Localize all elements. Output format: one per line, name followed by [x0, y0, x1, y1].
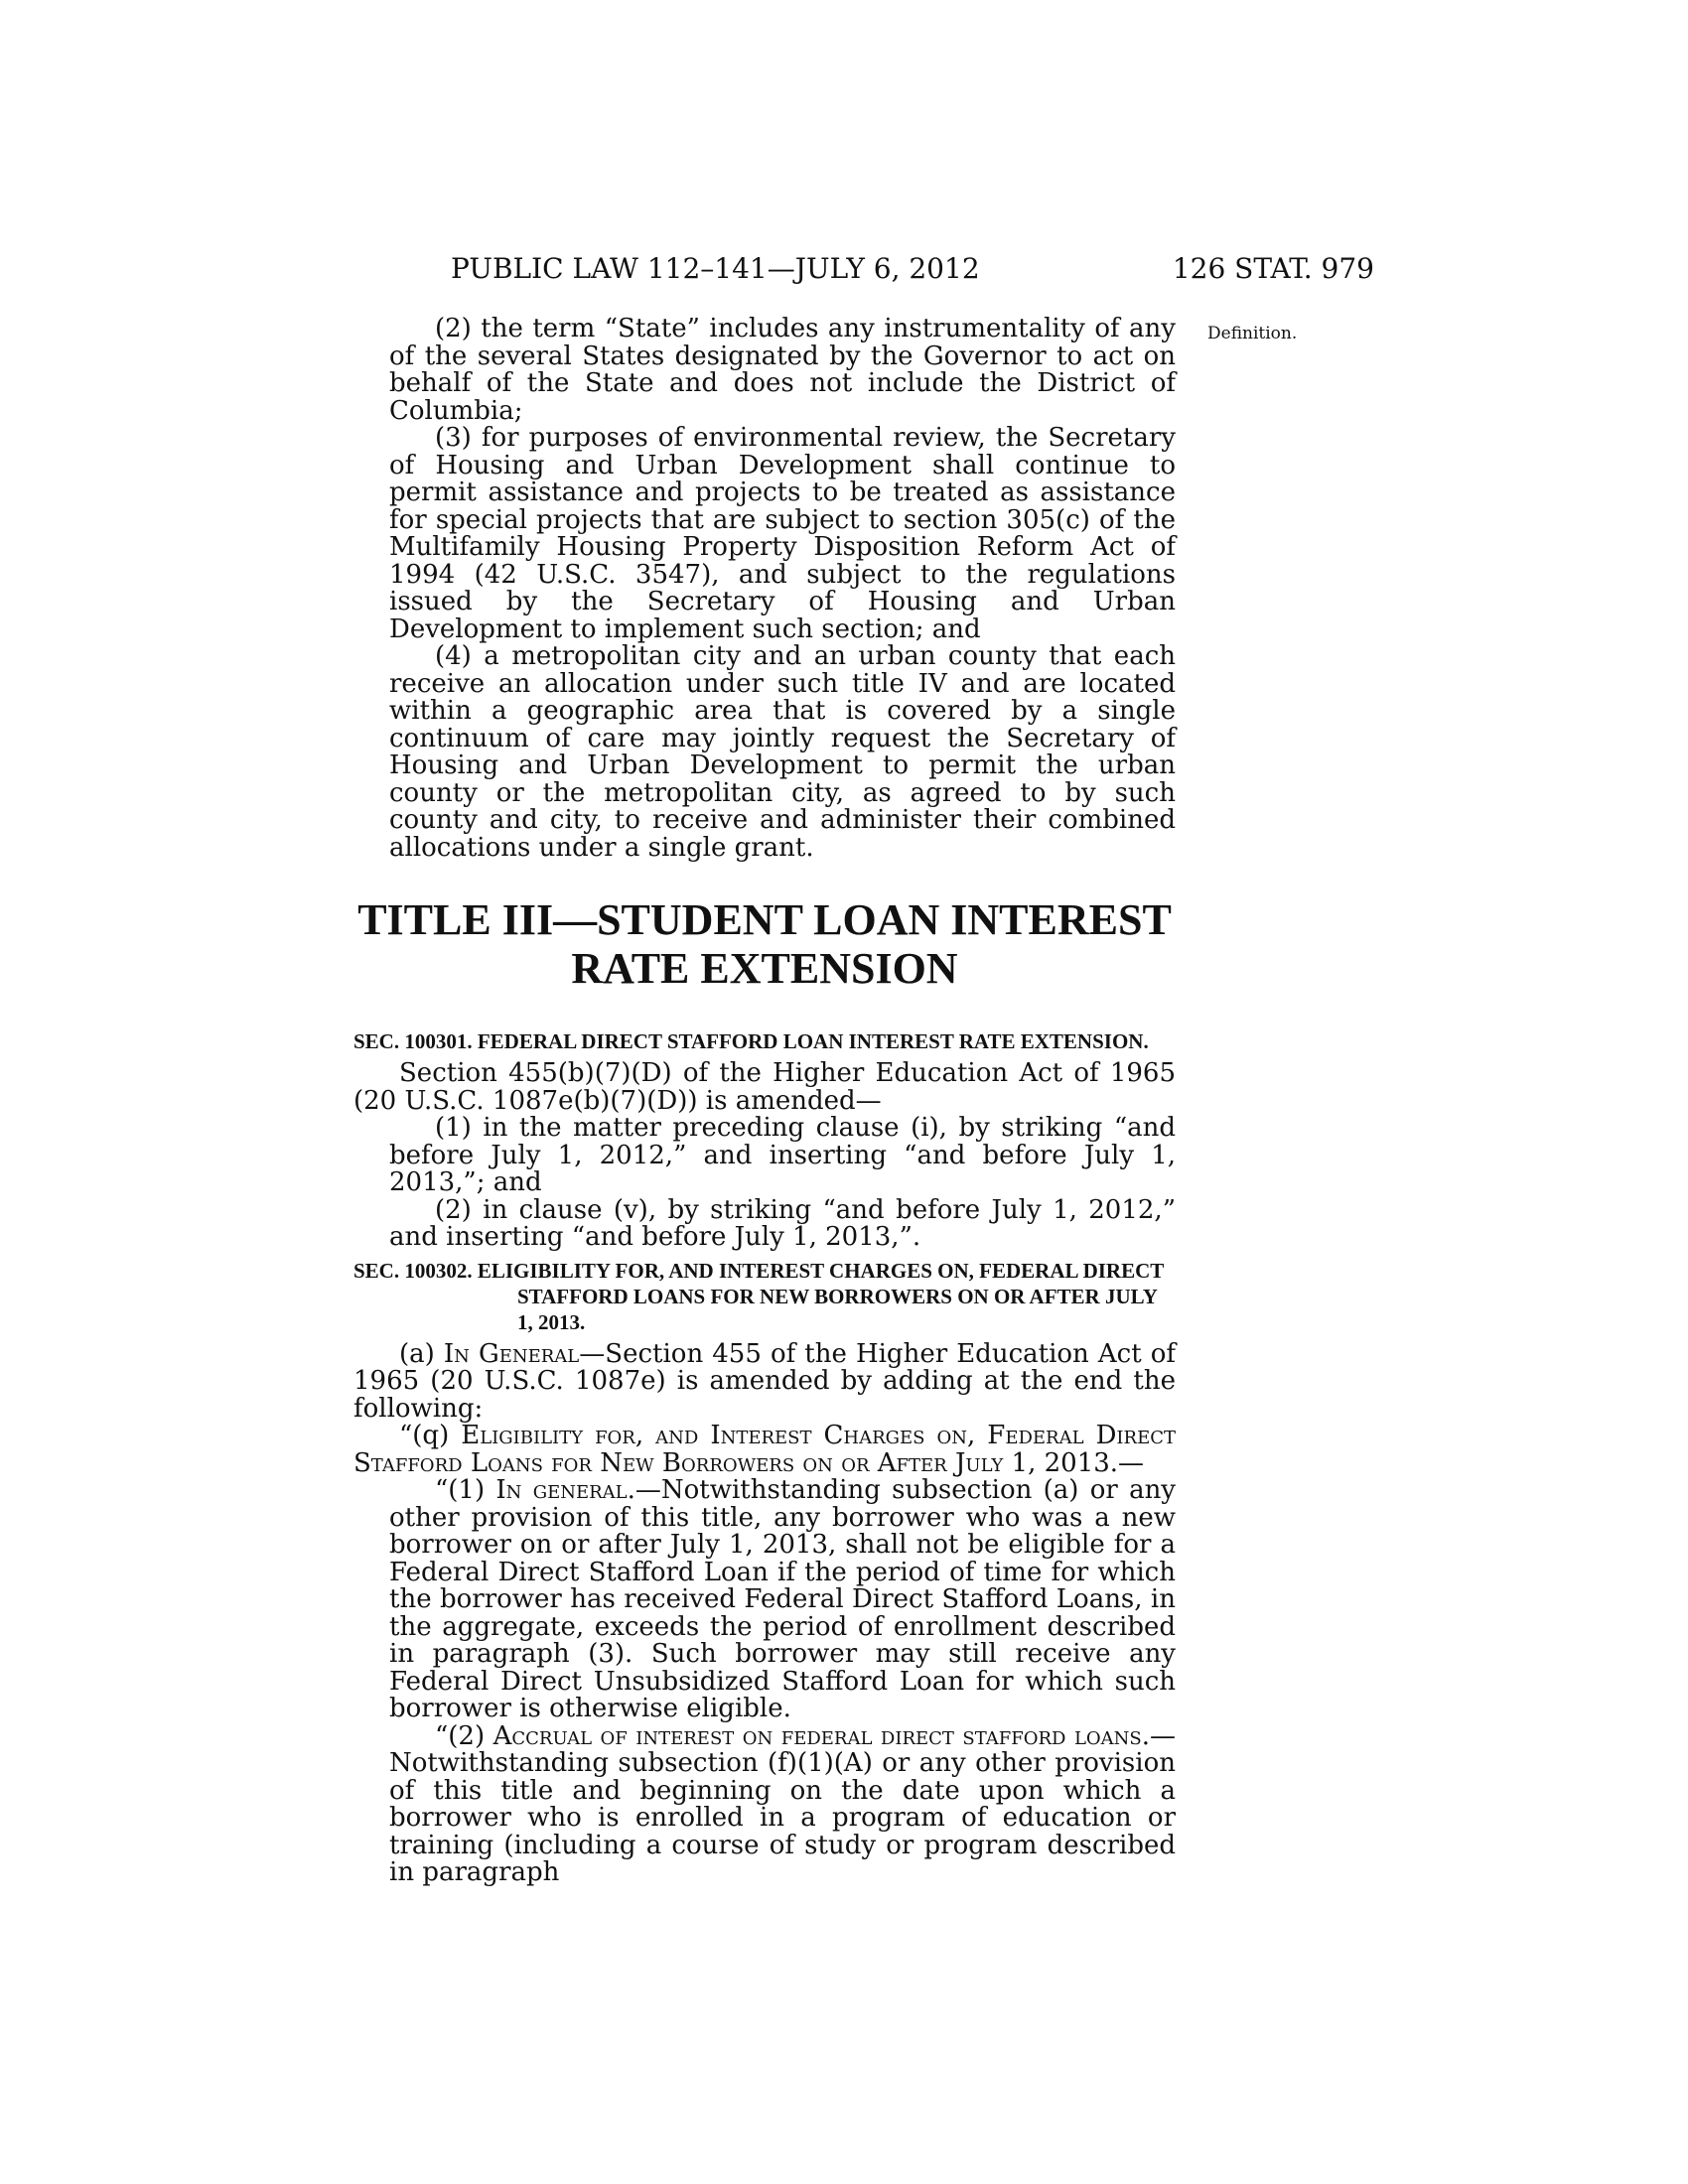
paragraph-q-2-caption: Accrual of interest on federal direct stafford loans: [492, 1720, 1142, 1751]
subsection-a-caption: In General: [443, 1338, 580, 1369]
paragraph-2: (2) the term “State” includes any instrumentality of any of the several States designated by the Governor to act on behalf of the State and does not include the District of Columbia;: [389, 314, 1176, 426]
section-100301-item-1: (1) in the matter preceding clause (i), by striking “and before July 1, 2012,” and inserting “and before July 1, 2013,”; and: [389, 1113, 1176, 1197]
title-line-2: RATE EXTENSION: [571, 944, 958, 993]
paragraph-4: (4) a metropolitan city and an urban county that each receive an allocation under such title IV and are located within a geographic area that is covered by a single continuum of care may jointly request the Secretary of Housing and Urban Development to permit the urban county or the metropolitan city, as agreed to by such county and city, to receive and administer their combined allocations under a single grant.: [389, 641, 1176, 863]
margin-note: Definition.: [1207, 324, 1298, 343]
section-100301-item-2: (2) in clause (v), by striking “and before July 1, 2012,” and inserting “and before July 1, 2013,”.: [389, 1194, 1176, 1252]
paragraph-q-1-caption: In general: [495, 1475, 628, 1505]
section-100301-intro: Section 455(b)(7)(D) of the Higher Education Act of 1965 (20 U.S.C. 1087e(b)(7)(D)) is amended—: [353, 1058, 1176, 1116]
running-title: PUBLIC LAW 112–141—JULY 6, 2012: [451, 252, 980, 285]
page-reference: 126 STAT. 979: [1172, 252, 1374, 285]
section-100301-heading: SEC. 100301. FEDERAL DIRECT STAFFORD LOAN INTEREST RATE EXTENSION.: [353, 1029, 1149, 1053]
subsection-a-text: —Section 455 of the Higher Education Act of 1965 (20 U.S.C. 1087e) is amended by adding at the end the following:: [353, 1338, 1176, 1424]
paragraph-q-1-text: .—Notwithstanding subsection (a) or any other provision of this title, any borrower who was a new borrower on or after July 1, 2013, shall not be eligible for a Federal Direct Stafford Loan if the period of time for which the borrower has received Federal Direct Stafford Loans, in the aggregate, exceeds the period of enrollment described in paragraph (3). Such borrower may still receive any Federal Direct Unsubsidized Stafford Loan for which such borrower is otherwise eligible.: [389, 1475, 1176, 1723]
subsection-q-caption: Eligibility for, and Interest Charges on, Federal Direct Stafford Loans for New Borrowers on or After July: [353, 1421, 1176, 1478]
body-text: [353, 316, 1176, 1887]
paragraph-q-1: “(1) In general.—Notwithstanding subsection (a) or any other provision of this title, any borrower who was a new borrower on or after July 1, 2013, shall not be eligible for a Federal Direct Stafford Loan if the period of time for which the borrower has received Federal Direct Stafford Loans, in the aggregate, exceeds the period of enrollment described in paragraph (3). Such borrower may still receive any Federal Direct Unsubsidized Stafford Loan for which such borrower is otherwise eligible.: [389, 1475, 1176, 1723]
section-100302-heading: SEC. 100302. ELIGIBILITY FOR, AND INTEREST CHARGES ON, FEDERAL DIRECT STAFFORD LOANS FOR NEW BORROWERS ON OR AFTER JULY 1, 2013.: [353, 1258, 1164, 1334]
title-line-1: TITLE III—STUDENT LOAN INTEREST: [357, 895, 1172, 944]
title-heading: [353, 895, 1176, 993]
subsection-q-heading: “(q) Eligibility for, and Interest Charges on, Federal Direct Stafford Loans for New Borrowers on or After July 1, 2013.—: [353, 1421, 1176, 1478]
subsection-a: (a) In General—Section 455 of the Higher Education Act of 1965 (20 U.S.C. 1087e) is amended by adding at the end the following:: [353, 1338, 1176, 1424]
paragraph-q-2: “(2) Accrual of interest on federal direct stafford loans.—Notwithstanding subsection (f)(1)(A) or any other provision of this title and beginning on the date upon which a borrower who is enrolled in a program of education or training (including a course of study or program described in paragraph: [389, 1720, 1176, 1887]
subsection-q-date: 1, 2013.—: [1003, 1447, 1145, 1478]
paragraph-3: (3) for purposes of environmental review, the Secretary of Housing and Urban Development shall continue to permit assistance and projects to be treated as assistance for special projects that are subject to section 305(c) of the Multifamily Housing Property Disposition Reform Act of 1994 (42 U.S.C. 3547), and subject to the regulations issued by the Secretary of Housing and Urban Development to implement such section; and: [389, 423, 1176, 644]
paragraph-q-2-text: .—Notwithstanding subsection (f)(1)(A) or any other provision of this title and beginning on the date upon which a borrower who is enrolled in a program of education or training (including a course of study or program described in paragraph: [389, 1720, 1176, 1887]
running-header: [353, 252, 1374, 292]
